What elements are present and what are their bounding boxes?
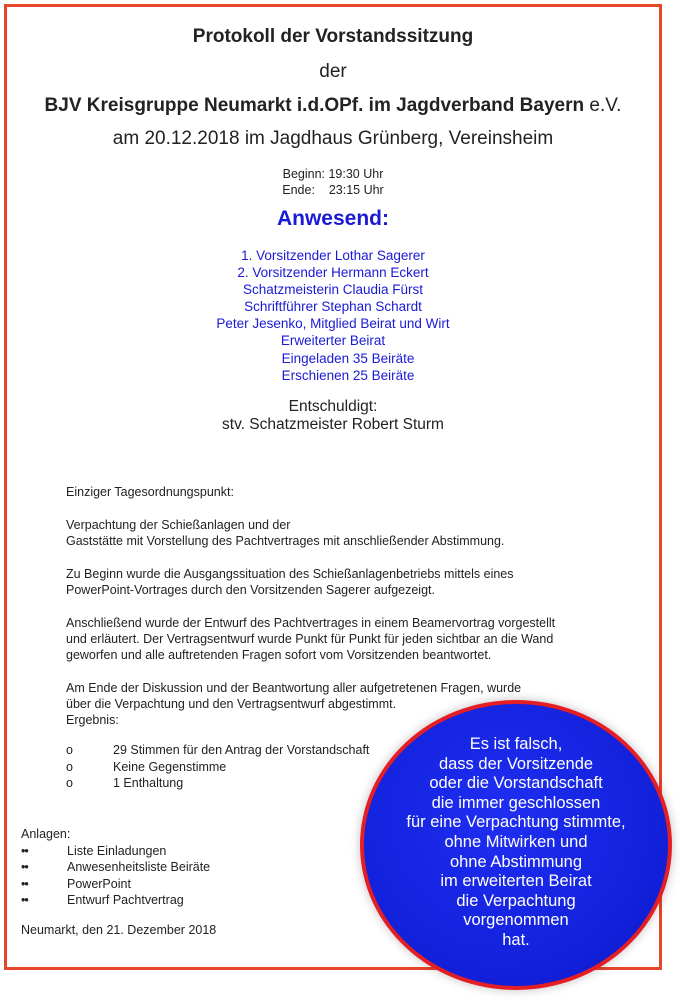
callout-line: dass der Vorsitzende xyxy=(438,754,594,773)
paragraph: Verpachtung der Schießanlagen und der Gaststätte mit Vorstellung des Pachtvertrages mit anschließender Abstimmung. xyxy=(66,518,505,548)
meeting-date-place: am 20.12.2018 im Jagdhaus Grünberg, Vereinsheim xyxy=(112,128,554,149)
list-item xyxy=(21,859,210,876)
bullet: •• xyxy=(21,860,28,874)
attachment-text: Anwesenheitsliste Beiräte xyxy=(67,860,211,874)
title-line-der: der xyxy=(319,61,347,82)
paragraph: Am Ende der Diskussion und der Beantwortung aller aufgetretenen Fragen, wurde über die Verpachtung und den Vertragsentwurf abgestimmt. Ergebnis: xyxy=(66,681,522,727)
present-list xyxy=(4,247,662,384)
vote-text: Keine Gegenstimme xyxy=(113,759,227,774)
bullet: •• xyxy=(21,876,28,891)
callout-line: die immer geschlossen xyxy=(431,793,601,812)
callout-line: ohne Abstimmung xyxy=(449,852,583,871)
bullet: o xyxy=(66,759,73,774)
callout-line: für eine Verpachtung stimmte, xyxy=(406,813,626,832)
attachments xyxy=(21,826,210,909)
present-item: Schriftführer Stephan Schardt xyxy=(244,299,422,315)
end-time: Ende: 23:15 Uhr xyxy=(282,183,384,197)
bullet: •• xyxy=(21,843,28,858)
list-item xyxy=(66,742,369,759)
attachment-text: PowerPoint xyxy=(67,876,131,891)
callout-line: ohne Mitwirken und xyxy=(444,832,588,851)
callout-line: die Verpachtung xyxy=(456,891,576,910)
callout-line: vorgenommen xyxy=(463,911,569,930)
present-item: Erschienen 25 Beiräte xyxy=(251,367,415,383)
callout-line: im erweiterten Beirat xyxy=(440,872,592,891)
attachment-text: Entwurf Pachtvertrag xyxy=(67,893,184,907)
callout-line: oder die Vorstandschaft xyxy=(429,774,603,793)
callout-line: Es ist falsch, xyxy=(469,735,563,753)
present-item: Schatzmeisterin Claudia Fürst xyxy=(242,282,424,298)
organization-suffix: e.V. xyxy=(584,95,622,116)
bullet: •• xyxy=(21,893,28,907)
present-item: Peter Jesenko, Mitglied Beirat und Wirt xyxy=(216,316,450,332)
present-item: 1. Vorsitzender Lothar Sagerer xyxy=(241,248,425,263)
list-item xyxy=(66,759,369,776)
excused-heading: Entschuldigt: xyxy=(288,398,378,415)
attachment-text: Liste Einladungen xyxy=(67,843,167,858)
present-item: 2. Vorsitzender Hermann Eckert xyxy=(237,265,429,281)
vote-text: 1 Enthaltung xyxy=(113,776,184,790)
present-heading: Anwesend: xyxy=(276,207,389,230)
agenda-heading: Einziger Tagesordnungspunkt: xyxy=(66,485,234,499)
list-item xyxy=(66,775,369,792)
vote-text: 29 Stimmen für den Antrag der Vorstandschaft xyxy=(113,743,370,757)
callout-line: hat. xyxy=(502,930,530,949)
list-item xyxy=(21,892,210,909)
document-title: Protokoll der Vorstandssitzung xyxy=(192,26,474,47)
list-item xyxy=(21,876,210,893)
present-item: Eingeladen 35 Beiräte xyxy=(251,350,415,366)
vote-results xyxy=(66,742,369,792)
bullet: o xyxy=(66,743,73,757)
paragraph: Zu Beginn wurde die Ausgangssituation des Schießanlagenbetriebs mittels eines PowerPoint-Vortrages durch den Vorsitzenden Sagerer aufgezeigt. xyxy=(66,567,514,597)
paragraph: Anschließend wurde der Entwurf des Pachtvertrages in einem Beamervortrag vorgestellt und erläutert. Der Vertragsentwurf wurde Punkt für Punkt für jeden sichtbar an die Wand geworfen und alle auftretenden Fragen sofort vom Vorsitzenden beantwortet. xyxy=(66,616,556,662)
signature-date: Neumarkt, den 21. Dezember 2018 xyxy=(21,923,217,937)
excused-section xyxy=(4,398,662,433)
bullet: o xyxy=(66,776,73,790)
organization-name: BJV Kreisgruppe Neumarkt i.d.OPf. im Jagdverband Bayern xyxy=(44,95,585,116)
excused-name: stv. Schatzmeister Robert Sturm xyxy=(222,415,444,433)
callout-text xyxy=(360,735,672,951)
attachments-heading: Anlagen: xyxy=(21,827,71,841)
meeting-times xyxy=(4,166,662,198)
begin-time: Beginn: 19:30 Uhr xyxy=(282,167,384,181)
present-item: Erweiterter Beirat xyxy=(280,333,386,349)
list-item xyxy=(21,843,210,860)
organization-line xyxy=(4,95,662,117)
